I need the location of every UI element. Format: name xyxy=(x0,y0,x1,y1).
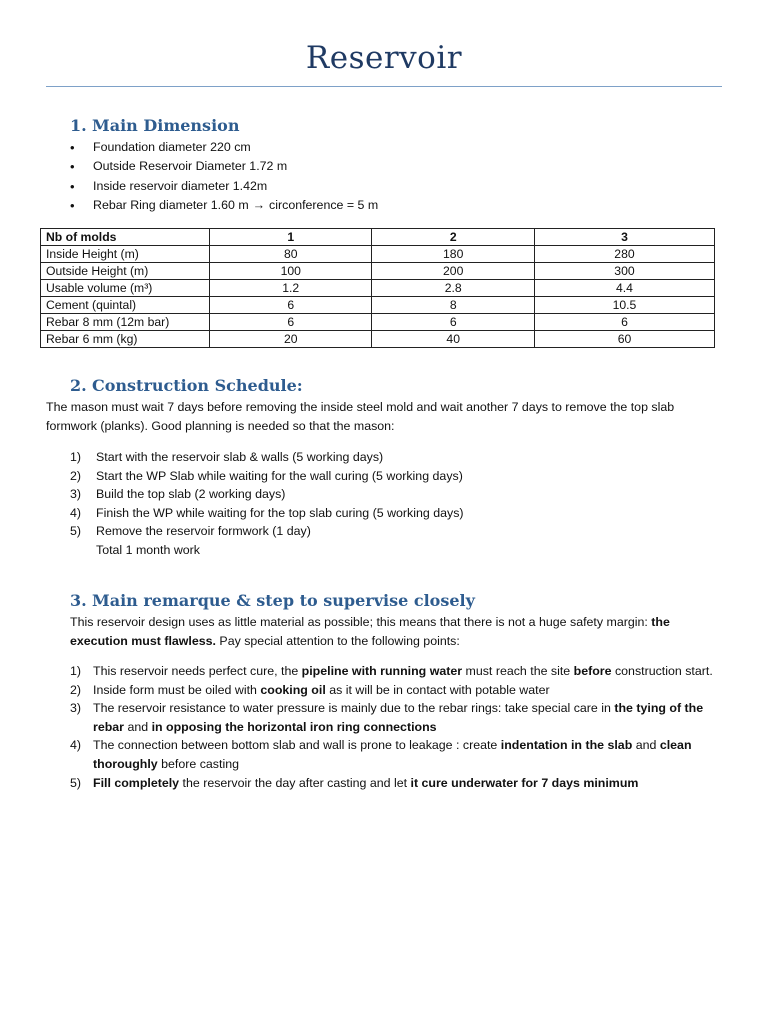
list-item-text: Foundation diameter 220 cm xyxy=(93,140,251,154)
list-item-text: construction start. xyxy=(611,664,713,678)
list-item-text: Start the WP Slab while waiting for the wall curing (5 working days) xyxy=(96,468,463,483)
table-cell: 100 xyxy=(210,263,372,280)
emphasis-text: cooking oil xyxy=(260,682,326,697)
table-cell: 10.5 xyxy=(534,297,714,314)
table-cell: 60 xyxy=(534,331,714,348)
list-item-text: Remove the reservoir formwork (1 day) xyxy=(96,524,311,539)
list-item-text: before casting xyxy=(157,756,239,771)
table-cell: Outside Height (m) xyxy=(41,263,210,280)
list-number: 2) xyxy=(70,468,82,483)
intro-text: Pay special attention to the following points: xyxy=(215,634,460,649)
list-item-text: Start with the reservoir slab & walls (5 working days) xyxy=(96,450,384,464)
list-number: 5) xyxy=(70,775,82,790)
list-item xyxy=(70,138,378,157)
table-cell: 6 xyxy=(534,314,714,331)
list-number: 5) xyxy=(70,524,82,539)
paragraph-line: The mason must wait 7 days before removing the inside steel mold and wait another 7 days to remove the top slab xyxy=(46,400,675,414)
list-item-text: as it will be in contact with potable water xyxy=(325,682,550,697)
list-item xyxy=(70,699,720,736)
list-number: 1) xyxy=(70,664,82,678)
table-row xyxy=(41,314,715,331)
list-item xyxy=(70,467,464,486)
list-number: 2) xyxy=(70,682,82,697)
table-cell: 8 xyxy=(372,297,534,314)
table-cell: 280 xyxy=(534,246,714,263)
table-header-row xyxy=(41,229,715,246)
emphasis-text: in opposing the horizontal iron ring connections xyxy=(151,719,437,734)
title-divider xyxy=(46,86,722,87)
table-cell: 80 xyxy=(210,246,372,263)
table-cell: 1.2 xyxy=(210,280,372,297)
emphasis-text: indentation in the slab xyxy=(500,738,633,753)
section-heading-main-remarque xyxy=(70,591,475,610)
table-header-cell: 2 xyxy=(372,229,534,246)
section-heading-main-dimension xyxy=(70,116,239,135)
dimension-list xyxy=(70,138,378,215)
list-item-text: The connection between bottom slab and wall is prone to leakage : create xyxy=(93,738,501,753)
emphasis-text: before xyxy=(573,664,612,678)
list-item xyxy=(70,196,378,215)
list-item xyxy=(70,522,464,541)
list-item xyxy=(70,448,464,467)
table-header-cell: 3 xyxy=(534,229,714,246)
section-title: Main Dimension xyxy=(92,116,240,135)
section-title: Main remarque & step to supervise closely xyxy=(92,591,475,610)
emphasis-text: clean thoroughly xyxy=(93,738,692,771)
table-cell: 300 xyxy=(534,263,714,280)
list-item-text: Rebar Ring diameter 1.60 m xyxy=(93,197,249,212)
schedule-steps xyxy=(70,448,464,541)
document-title: Reservoir xyxy=(305,40,463,76)
list-item-text: This reservoir needs perfect cure, the xyxy=(93,664,302,678)
table-cell: 40 xyxy=(372,331,534,348)
table-cell: Usable volume (m³) xyxy=(41,280,210,297)
table-row xyxy=(41,280,715,297)
list-item xyxy=(70,774,720,793)
list-item-text: and xyxy=(632,738,660,753)
table-cell: 20 xyxy=(210,331,372,348)
list-item-text: circonference = 5 m xyxy=(269,197,379,212)
arrow-right-icon: → xyxy=(252,197,266,212)
section-number: 2. xyxy=(70,376,87,395)
table-cell: 6 xyxy=(210,297,372,314)
emphasis-text: the tying of the rebar xyxy=(93,701,704,734)
table-header-cell: 1 xyxy=(210,229,372,246)
table-cell: 200 xyxy=(372,263,534,280)
list-number: 4) xyxy=(70,738,82,753)
table-cell: Cement (quintal) xyxy=(41,297,210,314)
section-number: 1. xyxy=(70,116,87,135)
list-item xyxy=(70,157,378,176)
list-item-text: Finish the WP while waiting for the top slab curing (5 working days) xyxy=(96,505,464,520)
list-number: 1) xyxy=(70,450,82,464)
list-item-text: must reach the site xyxy=(462,664,574,678)
list-item-text: Inside reservoir diameter 1.42m xyxy=(93,178,268,193)
table-row xyxy=(41,331,715,348)
remarque-intro xyxy=(70,613,722,652)
intro-emphasis: the execution must flawless. xyxy=(70,615,670,649)
table-cell: Inside Height (m) xyxy=(41,246,210,263)
table-cell: 180 xyxy=(372,246,534,263)
schedule-total: Total 1 month work xyxy=(96,543,200,557)
table-header-cell: Nb of molds xyxy=(41,229,210,246)
list-item-text: Inside form must be oiled with xyxy=(93,682,261,697)
list-number: 4) xyxy=(70,505,82,520)
emphasis-text: Fill completely xyxy=(93,775,180,790)
list-item-text: and xyxy=(124,719,152,734)
list-item xyxy=(70,662,720,681)
list-item-text: The reservoir resistance to water pressure is mainly due to the rebar rings: take special care in xyxy=(93,701,615,716)
table-row xyxy=(41,297,715,314)
table-cell: Rebar 6 mm (kg) xyxy=(41,331,210,348)
list-item-text: Build the top slab (2 working days) xyxy=(96,487,286,502)
section-title: Construction Schedule: xyxy=(92,376,303,395)
table-cell: 6 xyxy=(210,314,372,331)
list-item xyxy=(70,681,720,700)
section-number: 3. xyxy=(70,591,87,610)
list-number: 3) xyxy=(70,487,82,502)
list-item xyxy=(70,177,378,196)
dimensions-table xyxy=(40,228,715,348)
table-cell: 2.8 xyxy=(372,280,534,297)
list-item xyxy=(70,485,464,504)
emphasis-text: pipeline with running water xyxy=(301,664,463,678)
supervision-points xyxy=(70,662,720,792)
list-item-text: the reservoir the day after casting and let xyxy=(179,775,411,790)
list-item xyxy=(70,736,720,773)
schedule-intro xyxy=(46,398,722,437)
table-row xyxy=(41,263,715,280)
list-item xyxy=(70,504,464,523)
section-heading-construction-schedule xyxy=(70,376,303,395)
list-number: 3) xyxy=(70,701,82,716)
intro-text: This reservoir design uses as little material as possible; this means that there is not a huge safety margin: xyxy=(70,615,652,629)
table-cell: 6 xyxy=(372,314,534,331)
paragraph-line: formwork (planks). Good planning is needed so that the mason: xyxy=(46,419,395,434)
list-item-text: Outside Reservoir Diameter 1.72 m xyxy=(93,159,288,174)
emphasis-text: it cure underwater for 7 days minimum xyxy=(410,775,639,790)
table-row xyxy=(41,246,715,263)
table-cell: 4.4 xyxy=(534,280,714,297)
table-cell: Rebar 8 mm (12m bar) xyxy=(41,314,210,331)
